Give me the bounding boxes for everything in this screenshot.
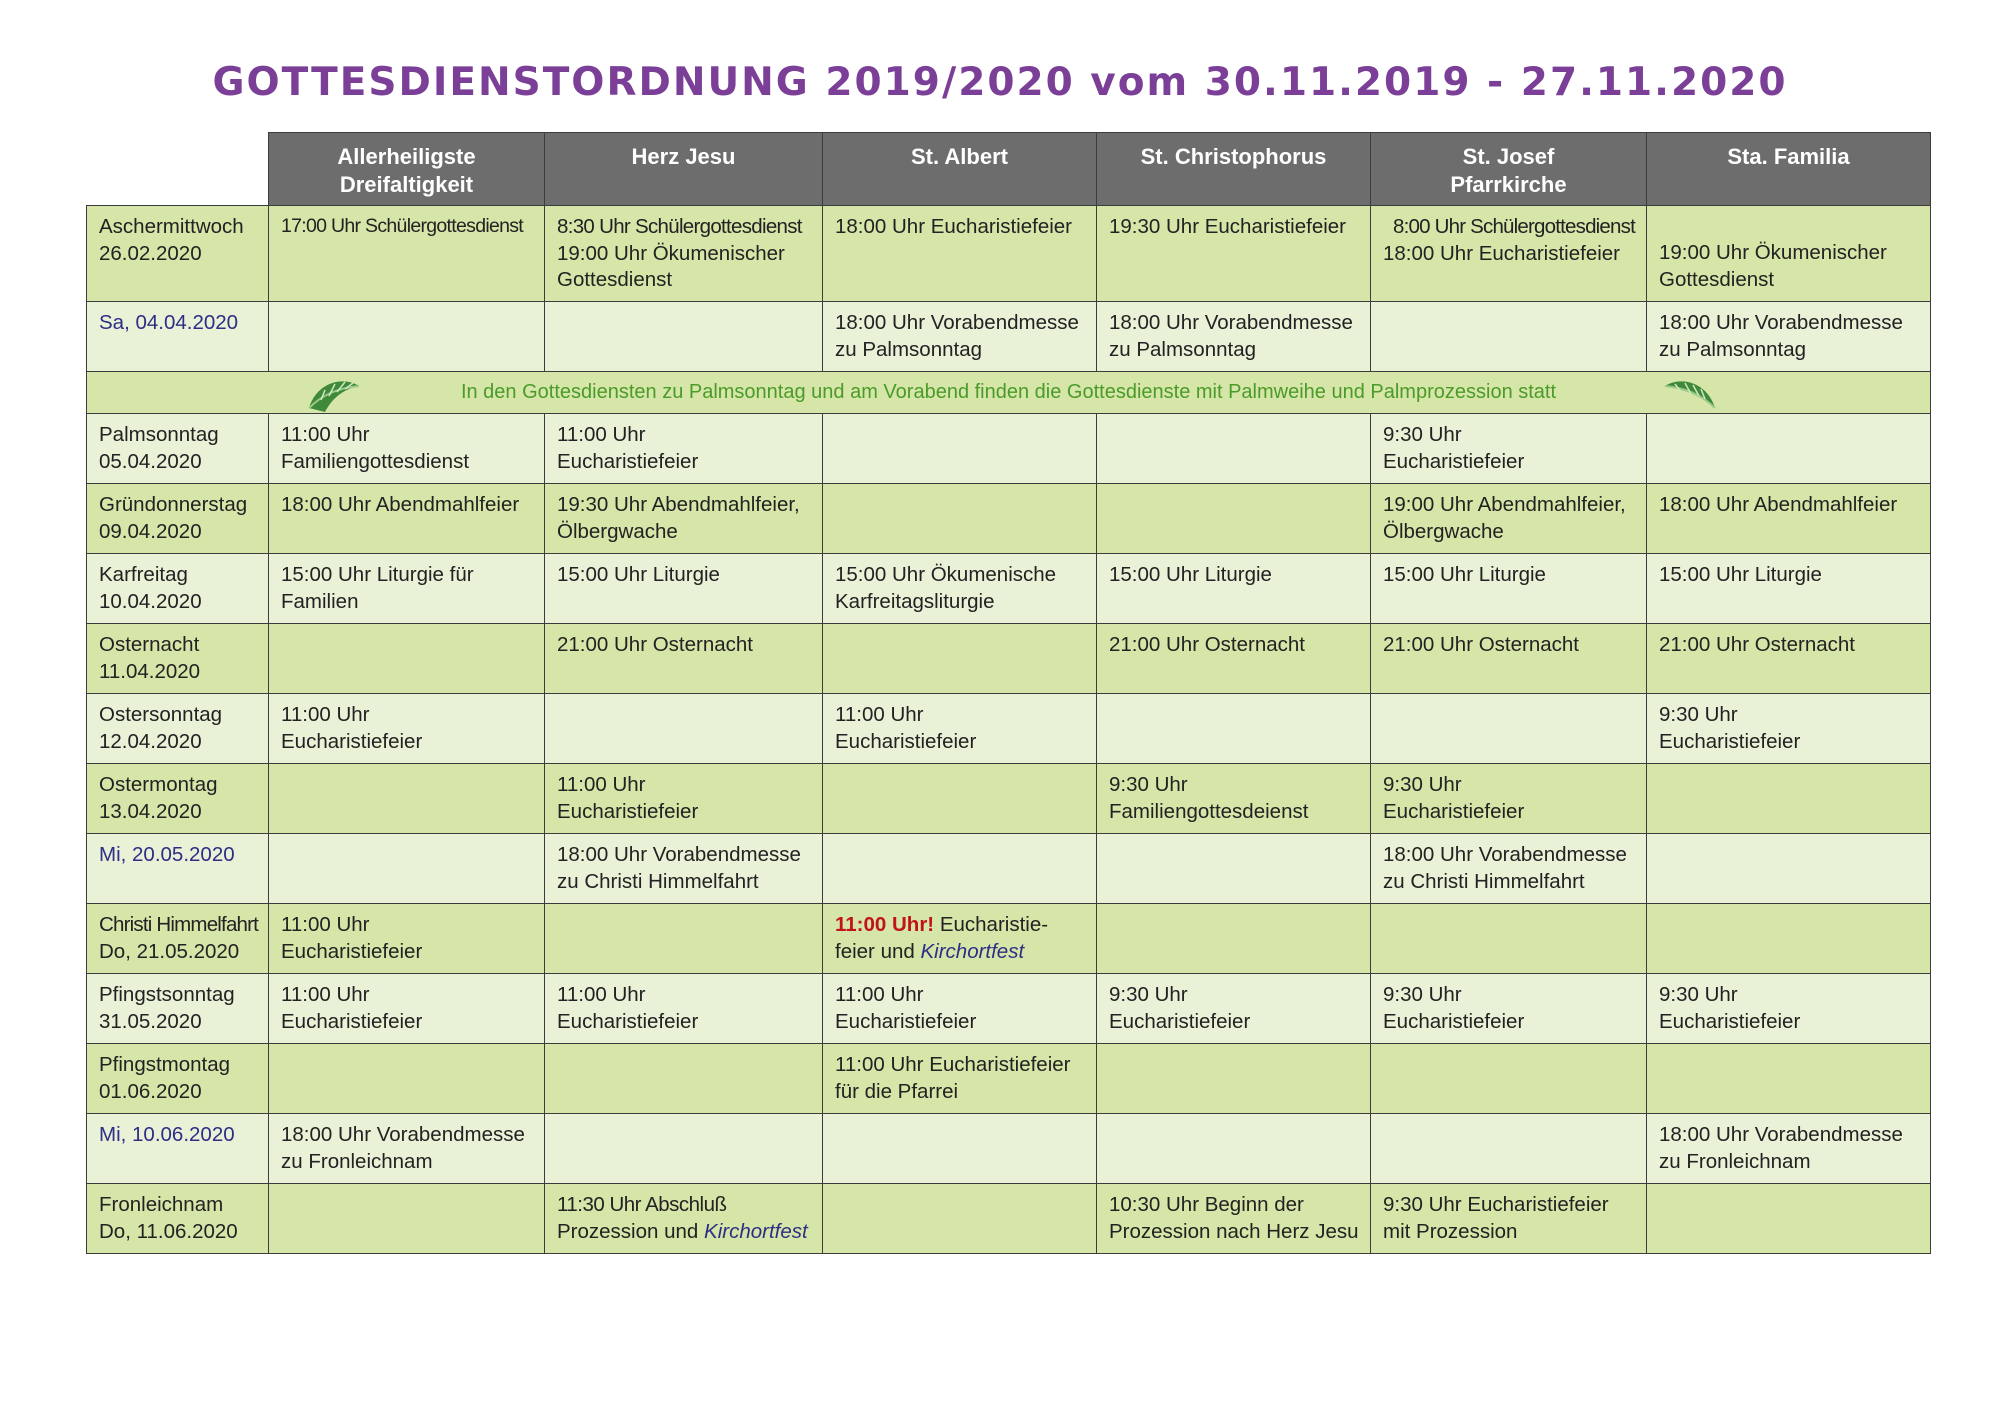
schedule-cell: 10:30 Uhr Beginn der Prozession nach Herz Jesu (1097, 1184, 1371, 1254)
schedule-cell: 11:00 Uhr Eucharistiefeier (545, 764, 823, 834)
date-cell: Sa, 04.04.2020 (87, 302, 269, 372)
schedule-cell (1097, 834, 1371, 904)
schedule-cell: 11:00 Uhr Eucharistiefeier (545, 414, 823, 484)
schedule-cell (1647, 1044, 1931, 1114)
table-row (87, 764, 1931, 834)
schedule-cell (1371, 904, 1647, 974)
schedule-cell: 18:00 Uhr Vorabendmesse zu Palmsonntag (823, 302, 1097, 372)
schedule-cell (1371, 1044, 1647, 1114)
schedule-cell: 9:30 Uhr Eucharistiefeier (1371, 414, 1647, 484)
schedule-cell (269, 764, 545, 834)
schedule-cell: 15:00 Uhr Liturgie (1097, 554, 1371, 624)
schedule-cell: 11:00 Uhr Eucharistiefeier für die Pfarrei (823, 1044, 1097, 1114)
date-cell: Aschermittwoch 26.02.2020 (87, 206, 269, 302)
schedule-cell (1371, 694, 1647, 764)
table-row (87, 484, 1931, 554)
schedule-cell (823, 414, 1097, 484)
table-row (87, 414, 1931, 484)
schedule-cell: 11:00 Uhr! Eucharistie- feier und Kirchortfest (823, 904, 1097, 974)
column-header-sta-familia: Sta. Familia (1647, 133, 1931, 206)
schedule-cell: 21:00 Uhr Osternacht (1097, 624, 1371, 694)
schedule-cell (823, 764, 1097, 834)
schedule-cell (269, 1184, 545, 1254)
schedule-cell (823, 1184, 1097, 1254)
schedule-cell: 15:00 Uhr Liturgie (1371, 554, 1647, 624)
table-row (87, 694, 1931, 764)
palm-note-text: In den Gottesdiensten zu Palmsonntag und am Vorabend finden die Gottesdienste mit Palmweihe und Palmprozession statt (460, 381, 1557, 404)
header-corner (87, 133, 269, 206)
date-cell: Mi, 10.06.2020 (87, 1114, 269, 1184)
schedule-cell: 19:00 Uhr Ökumenischer Gottesdienst (1647, 206, 1931, 302)
table-row (87, 302, 1931, 372)
schedule-cell (823, 834, 1097, 904)
palm-leaf-icon (1661, 372, 1721, 414)
schedule-cell (1097, 694, 1371, 764)
schedule-cell: 18:00 Uhr Vorabendmesse zu Palmsonntag (1647, 302, 1931, 372)
column-header-herz-jesu: Herz Jesu (545, 133, 823, 206)
schedule-cell (545, 1114, 823, 1184)
schedule-cell: 8:30 Uhr Schülergottesdienst 19:00 Uhr Ökumenischer Gottesdienst (545, 206, 823, 302)
schedule-cell (269, 834, 545, 904)
schedule-cell: 9:30 Uhr Eucharistiefeier (1371, 764, 1647, 834)
schedule-cell: 9:30 Uhr Familiengottesdeienst (1097, 764, 1371, 834)
schedule-cell: 15:00 Uhr Liturgie für Familien (269, 554, 545, 624)
schedule-cell (269, 302, 545, 372)
schedule-cell: 9:30 Uhr Eucharistiefeier (1647, 694, 1931, 764)
date-cell: Pfingstsonntag 31.05.2020 (87, 974, 269, 1044)
table-row (87, 834, 1931, 904)
table-row (87, 624, 1931, 694)
schedule-cell (545, 904, 823, 974)
schedule-cell: 18:00 Uhr Vorabendmesse zu Fronleichnam (269, 1114, 545, 1184)
schedule-cell (1647, 834, 1931, 904)
date-cell: Palmsonntag 05.04.2020 (87, 414, 269, 484)
kirchortfest-label: Kirchortfest (704, 1219, 808, 1243)
schedule-cell (823, 624, 1097, 694)
table-row (87, 1184, 1931, 1254)
date-cell: Gründonnerstag 09.04.2020 (87, 484, 269, 554)
schedule-cell: 15:00 Uhr Liturgie (1647, 554, 1931, 624)
schedule-cell: 21:00 Uhr Osternacht (545, 624, 823, 694)
schedule-cell (1097, 414, 1371, 484)
schedule-cell: 11:30 Uhr Abschluß Prozession und Kirchortfest (545, 1184, 823, 1254)
schedule-cell (1097, 484, 1371, 554)
schedule-cell (545, 302, 823, 372)
schedule-cell: 11:00 Uhr Eucharistiefeier (823, 974, 1097, 1044)
column-header-st-josef-pfarrkirche: St. Josef Pfarrkirche (1371, 133, 1647, 206)
kirchortfest-label: Kirchortfest (920, 939, 1025, 963)
schedule-cell: 11:00 Uhr Eucharistiefeier (269, 904, 545, 974)
schedule-cell (545, 1044, 823, 1114)
date-cell: Fronleichnam Do, 11.06.2020 (87, 1184, 269, 1254)
schedule-cell: 18:00 Uhr Vorabendmesse zu Christi Himmelfahrt (1371, 834, 1647, 904)
schedule-cell: 19:30 Uhr Eucharistiefeier (1097, 206, 1371, 302)
schedule-cell (269, 1044, 545, 1114)
schedule-cell (545, 694, 823, 764)
schedule-cell: 9:30 Uhr Eucharistiefeier (1097, 974, 1371, 1044)
schedule-cell: 11:00 Uhr Eucharistiefeier (269, 974, 545, 1044)
schedule-cell (1097, 1044, 1371, 1114)
highlight-time: 11:00 Uhr! (835, 913, 935, 937)
table-row (87, 1114, 1931, 1184)
schedule-cell (1647, 1184, 1931, 1254)
schedule-cell: 18:00 Uhr Vorabendmesse zu Palmsonntag (1097, 302, 1371, 372)
schedule-table (86, 132, 1931, 1254)
schedule-cell: 19:00 Uhr Abendmahlfeier, Ölbergwache (1371, 484, 1647, 554)
schedule-cell: 21:00 Uhr Osternacht (1371, 624, 1647, 694)
schedule-cell: 9:30 Uhr Eucharistiefeier mit Prozession (1371, 1184, 1647, 1254)
schedule-cell (823, 1114, 1097, 1184)
schedule-cell: 21:00 Uhr Osternacht (1647, 624, 1931, 694)
schedule-cell: 11:00 Uhr Familiengottesdienst (269, 414, 545, 484)
schedule-cell (1371, 1114, 1647, 1184)
header-row (87, 133, 1931, 206)
table-row (87, 904, 1931, 974)
schedule-cell: 15:00 Uhr Liturgie (545, 554, 823, 624)
schedule-cell (1647, 764, 1931, 834)
schedule-cell (1097, 904, 1371, 974)
schedule-cell: 11:00 Uhr Eucharistiefeier (269, 694, 545, 764)
table-row (87, 1044, 1931, 1114)
schedule-cell: 8:00 Uhr Schülergottesdienst 18:00 Uhr Eucharistiefeier (1371, 206, 1647, 302)
schedule-cell (1097, 1114, 1371, 1184)
schedule-cell (1647, 904, 1931, 974)
schedule-cell: 17:00 Uhr Schülergottesdienst (269, 206, 545, 302)
schedule-cell: 9:30 Uhr Eucharistiefeier (1647, 974, 1931, 1044)
table-row (87, 206, 1931, 302)
column-header-st-christophorus: St. Christophorus (1097, 133, 1371, 206)
schedule-cell (823, 484, 1097, 554)
schedule-cell (269, 624, 545, 694)
date-cell: Ostermontag 13.04.2020 (87, 764, 269, 834)
table-row (87, 554, 1931, 624)
schedule-cell: 18:00 Uhr Vorabendmesse zu Christi Himmelfahrt (545, 834, 823, 904)
date-cell: Osternacht 11.04.2020 (87, 624, 269, 694)
date-cell: Christi Himmelfahrt Do, 21.05.2020 (87, 904, 269, 974)
date-cell: Karfreitag 10.04.2020 (87, 554, 269, 624)
schedule-cell: 11:00 Uhr Eucharistiefeier (545, 974, 823, 1044)
palm-leaf-icon (303, 372, 363, 414)
schedule-cell: 9:30 Uhr Eucharistiefeier (1371, 974, 1647, 1044)
schedule-cell: 18:00 Uhr Eucharistiefeier (823, 206, 1097, 302)
column-header-allerheiligste-dreifaltigkeit: Allerheiligste Dreifaltigkeit (269, 133, 545, 206)
date-cell: Ostersonntag 12.04.2020 (87, 694, 269, 764)
schedule-cell: 18:00 Uhr Abendmahlfeier (1647, 484, 1931, 554)
date-cell: Pfingstmontag 01.06.2020 (87, 1044, 269, 1114)
schedule-cell: 19:30 Uhr Abendmahlfeier, Ölbergwache (545, 484, 823, 554)
page-title: GOTTESDIENSTORDNUNG 2019/2020 vom 30.11.2019 - 27.11.2020 (212, 60, 1788, 105)
schedule-cell (1647, 414, 1931, 484)
schedule-cell: 15:00 Uhr Ökumenische Karfreitagsliturgie (823, 554, 1097, 624)
palm-note (87, 372, 1931, 414)
schedule-cell: 18:00 Uhr Abendmahlfeier (269, 484, 545, 554)
schedule-cell: 11:00 Uhr Eucharistiefeier (823, 694, 1097, 764)
schedule-cell (1371, 302, 1647, 372)
note-row (87, 372, 1931, 414)
date-cell: Mi, 20.05.2020 (87, 834, 269, 904)
table-row (87, 974, 1931, 1044)
column-header-st-albert: St. Albert (823, 133, 1097, 206)
schedule-cell: 18:00 Uhr Vorabendmesse zu Fronleichnam (1647, 1114, 1931, 1184)
